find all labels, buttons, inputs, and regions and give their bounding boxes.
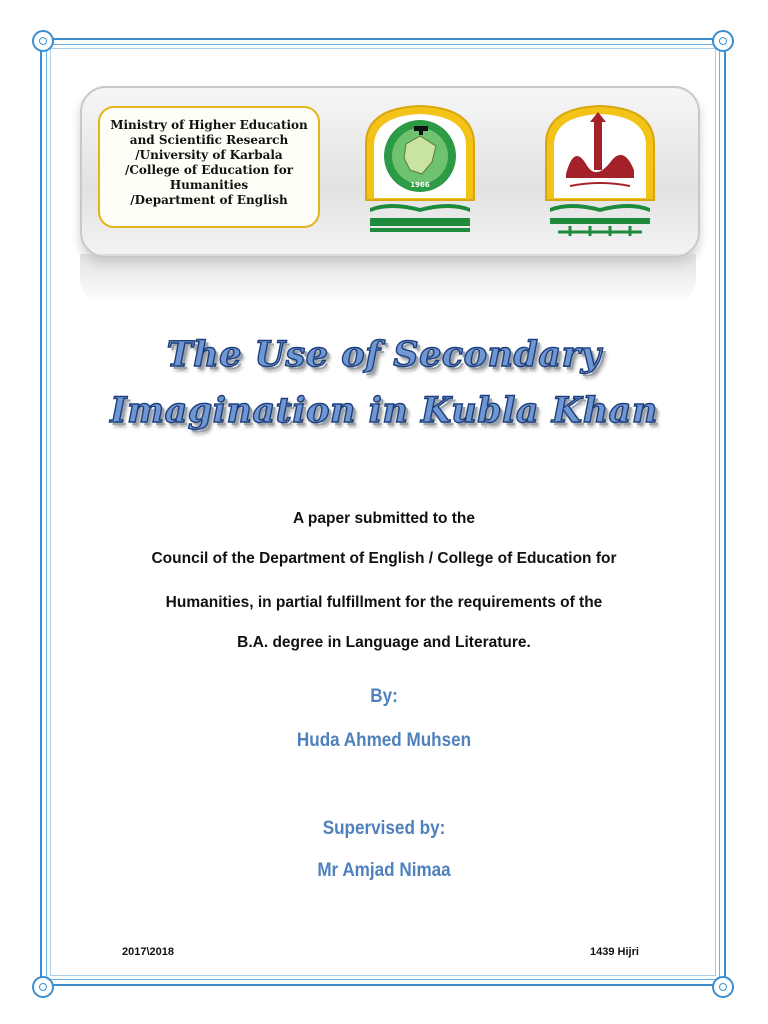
header-banner-reflection bbox=[80, 254, 696, 304]
university-emblem-icon bbox=[540, 104, 660, 242]
ministry-line: Humanities bbox=[169, 178, 249, 192]
author-label: By: bbox=[370, 686, 398, 707]
ministry-line: /University of Karbala bbox=[135, 148, 283, 162]
hijri-year: 1439 Hijri bbox=[590, 946, 639, 958]
supervisor-label: Supervised by: bbox=[322, 818, 446, 839]
document-title-line-1: The Use of Secondary bbox=[166, 334, 602, 375]
emblem-year: 1966 bbox=[410, 181, 430, 189]
ministry-line: /College of Education for bbox=[124, 163, 294, 177]
ministry-text-box bbox=[98, 106, 320, 228]
document-title-line-2: Imagination in Kubla Khan bbox=[110, 390, 658, 431]
corner-ornament-bottom-right bbox=[712, 976, 734, 998]
corner-ornament-bottom-left bbox=[32, 976, 54, 998]
ministry-line: and Scientific Research bbox=[129, 133, 289, 147]
ministry-line: /Department of English bbox=[130, 193, 288, 207]
submission-line-1: A paper submitted to the bbox=[293, 510, 475, 527]
submission-line-3: Humanities, in partial fulfillment for the requirements of the bbox=[165, 594, 603, 611]
submission-line-2: Council of the Department of English / College of Education for bbox=[151, 550, 617, 567]
academic-year: 2017\2018 bbox=[122, 946, 174, 958]
submission-line-4: B.A. degree in Language and Literature. bbox=[237, 634, 531, 651]
college-emblem-icon bbox=[360, 104, 480, 236]
ministry-line: Ministry of Higher Education bbox=[110, 118, 308, 132]
supervisor-name: Mr Amjad Nimaa bbox=[317, 860, 451, 881]
corner-ornament-top-left bbox=[32, 30, 54, 52]
author-name: Huda Ahmed Muhsen bbox=[296, 730, 472, 751]
corner-ornament-top-right bbox=[712, 30, 734, 52]
